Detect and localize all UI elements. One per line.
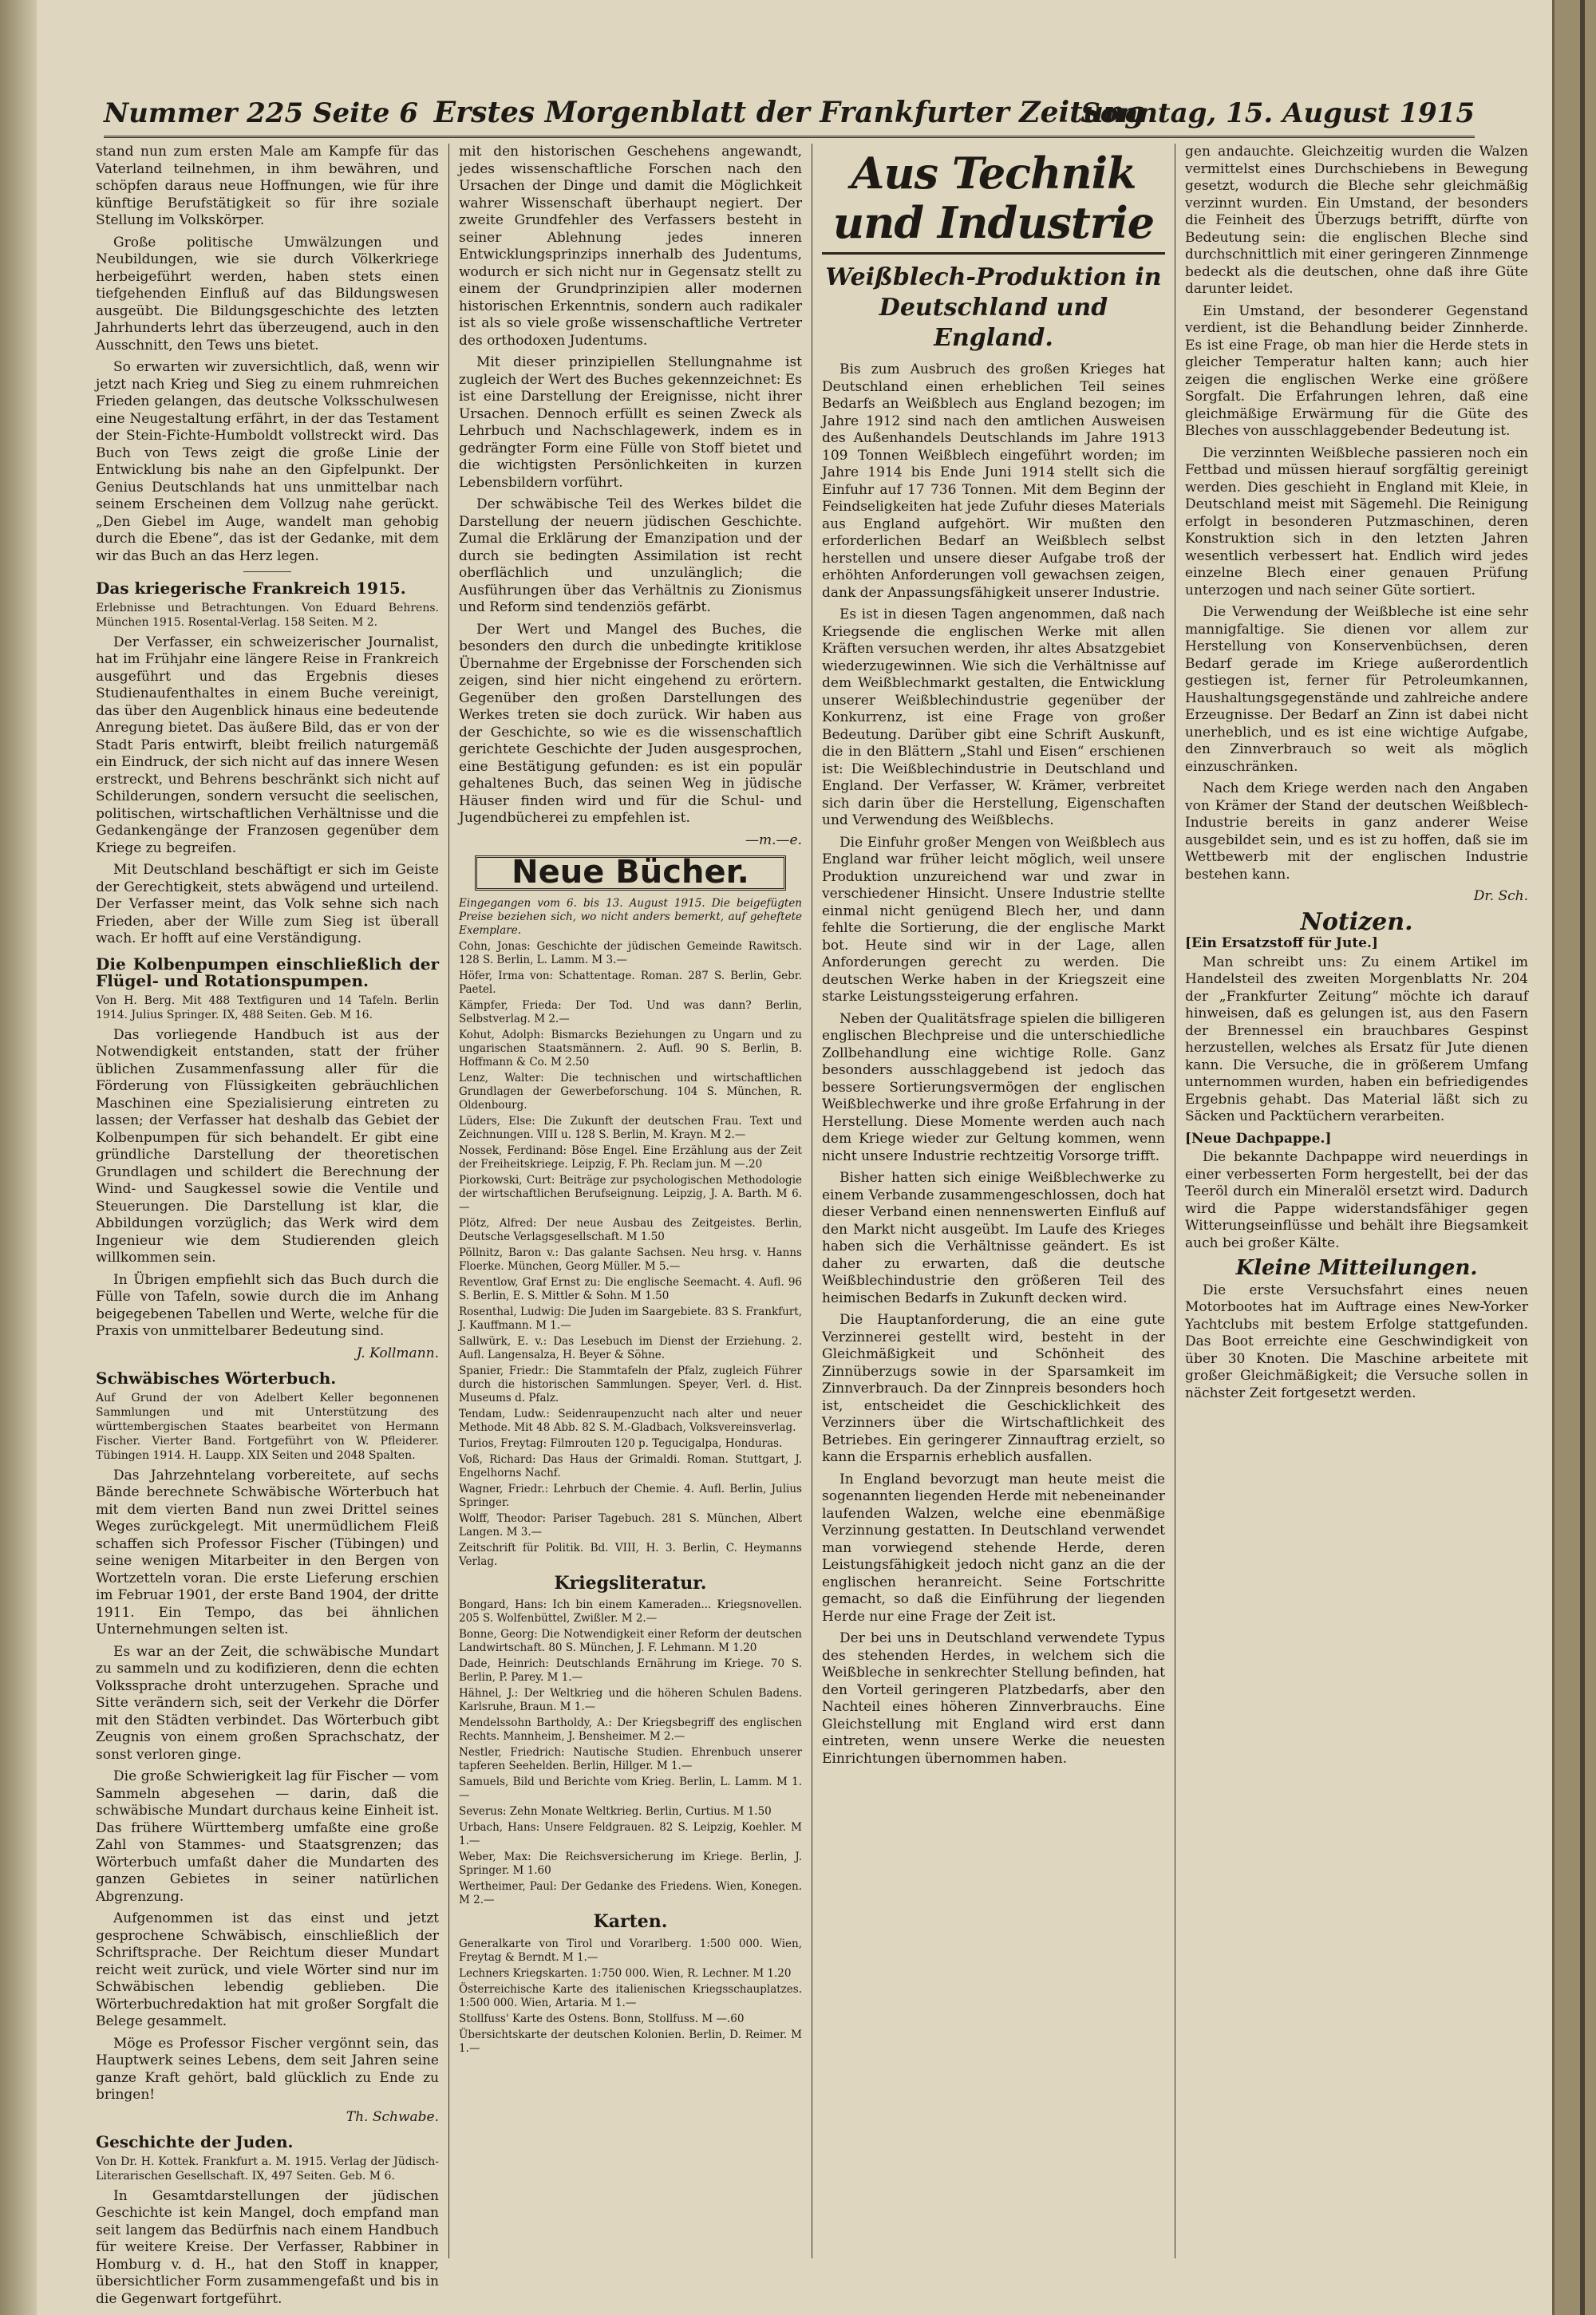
review-meta: Von Dr. H. Kottek. Frankfurt a. M. 1915. Verlag der Jüdisch-Literarischen Gesellschaft. IX, 497 Seiten. Geb. M 6. xyxy=(96,2155,439,2183)
paragraph: stand nun zum ersten Male am Kampfe für das Vaterland teilnehmen, in ihm bewähren, und schöpfen daraus neue Hoffnungen, wie für ihre künftige Berufstätigkeit so für ihre soziale Stellung im Volkskörper. xyxy=(96,144,439,228)
paragraph: Möge es Professor Fischer vergönnt sein, das Hauptwerk seines Lebens, dem seit Jahren seine ganze Kraft gehört, bald glücklich zu Ende zu bringen! xyxy=(96,2035,439,2103)
masthead-date: Sonntag, 15. August 1915 xyxy=(1080,97,1475,129)
paragraph: Mit Deutschland beschäftigt er sich im Geiste der Gerechtigkeit, stets abwägend und urteilend. Der Verfasser meint, das Volk sehne sich nach Frieden, aber der Wille zum Sieg ist überall wach. Er hofft auf eine Verständigung. xyxy=(96,862,439,946)
paragraph: gen andauchte. Gleichzeitig wurden die Walzen vermittelst eines Durchschiebens in Bewegung gesetzt, wodurch die Bleche sehr gleichmäßig verzinnt wurden. Ein Umstand, der besonders die Feinheit des Überzugs betrifft, dürfte von Bedeutung sein: die englischen Bleche sind durchschnittlich mit einer geringeren Zinnmenge bedeckt als die deutschen, ohne daß ihre Güte darunter leidet. xyxy=(1185,144,1528,297)
paragraph: In Gesamtdarstellungen der jüdischen Geschichte ist kein Mangel, doch empfand man seit langem das Bedürfnis nach einem Handbuch für weitere Kreise. Der Verfasser, Rabbiner in Homburg v. d. H., hat den Stoff in knapper, übersichtlicher Form zusammengefaßt und bis in die Gegenwart fortgeführt. xyxy=(96,2187,439,2307)
paragraph: In England bevorzugt man heute meist die sogenannten liegenden Herde mit nebeneinander laufenden Walzen, welche eine ebenmäßige Verzinnung gestatten. In Deutschland verwendet man vorwiegend stehende Herde, deren Leistungsfähigkeit jedoch nicht ganz an die der englischen heranreicht. Seine Fortschritte gemacht, so daß die Einführung der liegenden Herde nur eine Frage der Zeit ist. xyxy=(822,1471,1165,1625)
book-entry: Piorkowski, Curt: Beiträge zur psychologischen Methodologie der wirtschaftlichen Berufseignung. Leipzig, J. A. Barth. M 6.— xyxy=(459,1173,802,1214)
paragraph: Es war an der Zeit, die schwäbische Mundart zu sammeln und zu kodifizieren, denn die echten Volkssprache droht unterzugehen. Sprache und Sitte verändern sich, seit der Verkehr die Dörfer mit den Städten verbindet. Das Wörterbuch gibt Zeugnis von einem großen Sprachschatz, der sonst verloren ginge. xyxy=(96,1643,439,1763)
paragraph: Der Wert und Mangel des Buches, die besonders den durch die unbedingte kritiklose Übernahme der Ergebnisse der Forschenden sich zeigen, sind hier nicht eingehend zu erörtern. Gegenüber den großen Darstellungen des Werkes treten sie doch zurück. Wir haben aus der Geschichte, so wie es die wissenschaftlich gerichtete Geschichte der Juden ausgesprochen, eine Bestätigung gefunden: es ist ein populär gehaltenes Buch, das seinen Weg in jüdische Häuser finden wird und für die Schul- und Jugendbücherei zu empfehlen ist. xyxy=(459,621,802,826)
book-entry: Voß, Richard: Das Haus der Grimaldi. Roman. Stuttgart, J. Engelhorns Nachf. xyxy=(459,1452,802,1479)
author-signature: —m.—e. xyxy=(745,832,802,848)
masthead xyxy=(104,89,1475,138)
masthead-newspaper-title: Erstes Morgenblatt der Frankfurter Zeitung xyxy=(433,96,1145,129)
paragraph: Ein Umstand, der besonderer Gegenstand verdient, ist die Behandlung beider Zinnherde. Es ist eine Frage, ob man hier die Herde stets in gleicher Temperatur halten kann; auch hier zeigen die englischen Werke eine größere Sorgfalt. Die Erfahrungen lehren, daß eine gleichmäßige Erwärmung für die Güte des Bleches von ausschlaggebender Bedeutung ist. xyxy=(1185,302,1528,439)
book-entry: Urbach, Hans: Unsere Feldgrauen. 82 S. Leipzig, Koehler. M 1.— xyxy=(459,1821,802,1847)
paragraph: Die große Schwierigkeit lag für Fischer — vom Sammeln abgesehen — darin, daß die schwäbische Mundart durchaus keine Einheit ist. Das frühere Württemberg umfaßte eine große Zahl von Stammes- und Staatsgrenzen; das Wörterbuch umfaßt daher die Mundarten des ganzen Gebietes in seiner natürlichen Abgrenzung. xyxy=(96,1768,439,1905)
book-entry: Severus: Zehn Monate Weltkrieg. Berlin, Curtius. M 1.50 xyxy=(459,1805,772,1818)
book-entry: Höfer, Irma von: Schattentage. Roman. 287 S. Berlin, Gebr. Paetel. xyxy=(459,969,802,996)
book-entry: Bongard, Hans: Ich bin einem Kameraden... Kriegsnovellen. 205 S. Wolfenbüttel, Zwißler. M 2.— xyxy=(459,1598,802,1625)
book-entry: Bonne, Georg: Die Notwendigkeit einer Reform der deutschen Landwirtschaft. 80 S. München, J. F. Lehmann. M 1.20 xyxy=(459,1628,802,1654)
review-heading-juden: Geschichte der Juden. xyxy=(96,2132,294,2151)
paragraph: Große politische Umwälzungen und Neubildungen, wie sie durch Völkerkriege herbeigeführt werden, haben stets einen tiefgehenden Einfluß auf das Bildungswesen ausgeübt. Die Bildungsgeschichte des letzten Jahrhunderts lehrt das überzeugend, auch in den Ausschnitt, den Tews uns bietet. xyxy=(96,234,439,354)
notice-heading: [Neue Dachpappe.] xyxy=(1185,1130,1332,1147)
book-entry: Kämpfer, Frieda: Der Tod. Und was dann? Berlin, Selbstverlag. M 2.— xyxy=(459,998,802,1025)
book-entry: Österreichische Karte des italienischen Kriegsschauplatzes. 1:500 000. Wien, Artaria. M 1.— xyxy=(459,1982,802,2009)
paragraph: Die Hauptanforderung, die an eine gute Verzinnerei gestellt wird, besteht in der Gleichmäßigkeit und Schönheit des Zinnüberzugs sowie in der Sparsamkeit im Zinnverbrauch. Da der Zinnpreis besonders hoch ist, entscheidet die Geschicklichkeit des Verzinners über die Wirtschaftlichkeit des Betriebes. Ein geringerer Zinnauftrag erzielt, so kann die Ersparnis erheblich ausfallen. xyxy=(822,1312,1165,1465)
book-entry: Lüders, Else: Die Zukunft der deutschen Frau. Text und Zeichnungen. VIII u. 128 S. Berlin, M. Krayn. M 2.— xyxy=(459,1114,802,1141)
paragraph: Der schwäbische Teil des Werkes bildet die Darstellung der neuern jüdischen Geschichte. Zumal die Erklärung der Emanzipation und der durch sie bedingten Assimilation ist recht oberflächlich und unzulänglich; die Ausführungen über das Verhältnis zu Zionismus und Reform sind tendenziös gefärbt. xyxy=(459,496,802,615)
book-entry: Stollfuss' Karte des Ostens. Bonn, Stollfuss. M —.60 xyxy=(459,2012,745,2025)
book-entry: Turios, Freytag: Filmrouten 120 p. Tegucigalpa, Honduras. xyxy=(459,1436,783,1450)
paragraph: Aufgenommen ist das einst und jetzt gesprochene Schwäbisch, einschließlich der Schriftsprache. Der Reichtum dieser Mundart reicht weit zurück, und viele Wörter sind nur im Schwäbischen lebendig geblieben. Die Wörterbuchredaktion hat mit großer Sorgfalt die Belege gesammelt. xyxy=(96,1910,439,2029)
book-entry: Kohut, Adolph: Bismarcks Beziehungen zu Ungarn und zu ungarischen Staatsmännern. 2. Aufl. 90 S. Berlin, B. Hoffmann & Co. M 2.50 xyxy=(459,1028,802,1069)
section-rule xyxy=(822,252,1165,255)
book-entry: Spanier, Friedr.: Die Stammtafeln der Pfalz, zugleich Führer durch die historischen Sammlungen. Speyer, Verl. d. Hist. Museums d. Pfalz. xyxy=(459,1364,802,1404)
section-title-technik: Aus Technik und Industrie xyxy=(832,148,1155,248)
notice-heading: [Ein Ersatzstoff für Jute.] xyxy=(1185,935,1378,951)
paragraph: In Übrigen empfiehlt sich das Buch durch die Fülle von Tafeln, sowie durch die im Anhang beigegebenen Tabellen und Werte, welche für die Praxis von unmittelbarer Bedeutung sind. xyxy=(96,1271,439,1339)
page-edge-left xyxy=(0,0,37,2315)
column-rule xyxy=(448,144,449,2258)
book-entry: Generalkarte von Tirol und Vorarlberg. 1:500 000. Wien, Freytag & Berndt. M 1.— xyxy=(459,1937,802,1964)
book-entry: Tendam, Ludw.: Seidenraupenzucht nach alter und neuer Methode. Mit 48 Abb. 82 S. M.-Gladbach, Volksvereinsverlag. xyxy=(459,1407,802,1434)
review-heading-woerterbuch: Schwäbisches Wörterbuch. xyxy=(96,1369,337,1388)
paragraph: Nach dem Kriege werden nach den Angaben von Krämer der Stand der deutschen Weißblech-Industrie bereits in ganz anderer Weise ausgebildet sein, und es ist zu hoffen, daß sie im Wettbewerb mit der englischen Industrie bestehen kann. xyxy=(1185,780,1528,883)
paragraph: Bisher hatten sich einige Weißblechwerke zu einem Verbande zusammengeschlossen, doch hat dieser Verband einen nennenswerten Einfluß auf den Markt nicht ausgeübt. Im Laufe des Krieges haben sich die Verhältnisse geändert. Es ist daher zu erwarten, daß die deutsche Weißblechindustrie den größeren Teil des heimischen Bedarfs in Zukunft decken wird. xyxy=(822,1170,1165,1306)
column-4 xyxy=(1185,144,1528,2258)
review-meta: Auf Grund der von Adelbert Keller begonnenen Sammlungen und mit Unterstützung des württembergischen Staates bearbeitet von Hermann Fischer. Vierter Band. Fortgeführt von W. Pfleiderer. Tübingen 1914. H. Laupp. XIX Seiten und 2048 Spalten. xyxy=(96,1391,439,1462)
review-heading-frankreich: Das kriegerische Frankreich 1915. xyxy=(96,579,406,598)
paragraph: Neben der Qualitätsfrage spielen die billigeren englischen Blechpreise und die unterschiedliche Zollbehandlung eine wichtige Rolle. Ganz besonders ausschlaggebend ist jedoch das bessere Sortierungsvermögen der englischen Weißblechwerke und ihre große Erfahrung in der Herstellung. Diese Momente werden auch nach dem Kriege wieder zur Geltung kommen, wenn nicht unsere Industrie rechtzeitig Vorsorge trifft. xyxy=(822,1010,1165,1164)
paragraph: Die Einfuhr großer Mengen von Weißblech aus England war früher leicht möglich, weil unsere Produktion unzureichend war und zwar in verschiedener Hinsicht. Unsere Industrie stellte einmal nicht genügend Blech her, und dann fehlte die Sortierung, die der englische Markt bot. Heute sind wir in der Lage, allen Anforderungen gerecht zu werden. Die deutschen Werke haben in der Kriegszeit eine starke Leistungssteigerung erfahren. xyxy=(822,834,1165,1005)
karten-heading: Karten. xyxy=(593,1911,668,1932)
paragraph: mit den historischen Geschehens angewandt, jedes wissenschaftliche Forschen nach den Ursachen der Dinge und damit die Möglichkeit wahrer Wissenschaft überhaupt negiert. Der zweite Grundfehler des Verfassers besteht in seiner Ablehnung jedes inneren Entwicklungsprinzips innerhalb des Judentums, wodurch er sich nicht nur in Gegensatz stellt zu einem der Grundprinzipien aller modernen historischen Erkenntnis, sondern auch radikaler ist als so viele große wissenschaftliche Vertreter des orthodoxen Judentums. xyxy=(459,144,802,349)
book-entry: Lechners Kriegskarten. 1:750 000. Wien, R. Lechner. M 1.20 xyxy=(459,1966,792,1980)
book-entry: Wertheimer, Paul: Der Gedanke des Friedens. Wien, Konegen. M 2.— xyxy=(459,1880,802,1906)
paragraph: Es ist in diesen Tagen angenommen, daß nach Kriegsende die englischen Werke mit allen Kräften versuchen werden, ihr altes Absatzgebiet wiederzugewinnen. Wie sich die Verhältnisse auf dem Weißblechmarkt gestalten, die Entwicklung unserer Weißblechindustrie gegenüber der Konkurrenz, ist eine Frage von großer Bedeutung. Darüber gibt eine Schrift Auskunft, die in den Blättern „Stahl und Eisen“ erschienen ist: Die Weißblechindustrie in Deutschland und England. Der Verfasser, W. Krämer, verbreitet sich darin über die Herstellung, Eigenschaften und Verwendung des Weißblechs. xyxy=(822,606,1165,828)
books-note: Eingegangen vom 6. bis 13. August 1915. Die beigefügten Preise beziehen sich, wo nicht anders bemerkt, auf geheftete Exemplare. xyxy=(459,896,802,937)
paragraph: Der bei uns in Deutschland verwendete Typus des stehenden Herdes, in welchem sich die Weißbleche in senkrechter Stellung befinden, hat den Vorteil geringeren Platzbedarfs, aber den Nachteil eines höheren Zinnverbrauchs. Eine Gleichstellung mit England wird erst dann eintreten, wenn unsere Werke die neuesten Einrichtungen übernommen haben. xyxy=(822,1630,1165,1767)
paragraph: Die erste Versuchsfahrt eines neuen Motorbootes hat im Auftrage eines New-Yorker Yachtclubs mit bestem Erfolge stattgefunden. Das Boot erreichte eine Geschwindigkeit von über 30 Knoten. Die Maschine arbeitete mit großer Gleichmäßigkeit; die Versuche sollen in nächster Zeit fortgesetzt werden. xyxy=(1185,1282,1528,1401)
book-entry: Hähnel, J.: Der Weltkrieg und die höheren Schulen Badens. Karlsruhe, Braun. M 1.— xyxy=(459,1687,802,1713)
book-entry: Weber, Max: Die Reichsversicherung im Kriege. Berlin, J. Springer. M 1.60 xyxy=(459,1851,802,1877)
paragraph: So erwarten wir zuversichtlich, daß, wenn wir jetzt nach Krieg und Sieg zu einem ruhmreichen Frieden gelangen, das deutsche Volksschulwesen eine Neugestaltung erfährt, in der das Testament der Stein-Fichte-Humboldt vollstreckt wird. Das Buch von Tews zeigt die große Linie der Entwicklung bis nahe an den Gipfelpunkt. Der Genius Deutschlands hat uns unmittelbar nach seinem Erscheinen dem Vollzug nahe gerückt. „Den Giebel im Auge, wandelt man gehobig durch die Ebene“, das ist der Gedanke, mit dem wir das Buch an das Herz legen. xyxy=(96,359,439,564)
masthead-page-number: Nummer 225 Seite 6 xyxy=(104,97,418,129)
paragraph: Die Verwendung der Weißbleche ist eine sehr mannigfaltige. Sie dienen vor allem zur Herstellung von Konservenbüchsen, deren Bedarf gerade im Kriege außerordentlich gestiegen ist, ferner für Petroleumkannen, Haushaltungsgegenstände und zahlreiche andere Erzeugnisse. Der Bedarf an Zinn ist dabei nicht unerheblich, und es ist eine wichtige Aufgabe, den Zinnverbrauch so weit als möglich einzuschränken. xyxy=(1185,604,1528,775)
book-entry: Lenz, Walter: Die technischen und wirtschaftlichen Grundlagen der Gewerbeforschung. 104 S. München, R. Oldenbourg. xyxy=(459,1071,802,1112)
binder-strip xyxy=(1580,0,1585,2315)
book-entry: Reventlow, Graf Ernst zu: Die englische Seemacht. 4. Aufl. 96 S. Berlin, E. S. Mittler & Sohn. M 1.50 xyxy=(459,1275,802,1302)
review-heading-kolbenpumpen: Die Kolbenpumpen einschließlich der Flügel- und Rotationspumpen. xyxy=(96,954,439,990)
paragraph: Man schreibt uns: Zu einem Artikel im Handelsteil des zweiten Morgenblatts Nr. 204 der „Frankfurter Zeitung“ möchte ich darauf hinweisen, daß es gelungen ist, aus den Fasern der Brennessel ein brauchbares Gespinst herzustellen, welches als Ersatz für Jute dienen kann. Die Versuche, die in größerem Umfang unternommen wurden, haben ein befriedigendes Ergebnis gehabt. Das Material läßt sich zu Säcken und Packtüchern verarbeiten. xyxy=(1185,954,1528,1124)
book-entry: Sallwürk, E. v.: Das Lesebuch im Dienst der Erziehung. 2. Aufl. Langensalza, H. Beyer & Söhne. xyxy=(459,1334,802,1361)
review-meta: Von H. Berg. Mit 488 Textfiguren und 14 Tafeln. Berlin 1914. Julius Springer. IX, 488 Seiten. Geb. M 16. xyxy=(96,994,439,1021)
separator xyxy=(243,571,291,572)
paragraph: Bis zum Ausbruch des großen Krieges hat Deutschland einen erheblichen Teil seines Bedarfs an Weißblech aus England bezogen; im Jahre 1912 sind nach den amtlichen Ausweisen des Außenhandels Deutschlands im Jahre 1913 109 Tonnen Weißblech eingeführt worden; im Jahre 1914 bis Ende Juni 1914 stellt sich die Einfuhr auf 17 736 Tonnen. Mit dem Beginn der Feindseligkeiten hat jede Zufuhr dieses Materials aus England aufgehört. Wir mußten den erforderlichen Bedarf an Weißblech selbst herstellen und unsere dieser Aufgabe troß der erhöhten Anforderungen voll gewachsen zeigen, dank der Anpassungsfähigkeit unserer Industrie. xyxy=(822,361,1165,601)
book-entry: Rosenthal, Ludwig: Die Juden im Saargebiete. 83 S. Frankfurt, J. Kauffmann. M 1.— xyxy=(459,1305,802,1332)
paragraph: Die bekannte Dachpappe wird neuerdings in einer verbesserten Form hergestellt, bei der das Teeröl durch ein Mineralöl ersetzt wird. Dadurch wird die Pappe widerstandsfähiger gegen Witterungseinflüsse und behält ihre Biegsamkeit auch bei großer Kälte. xyxy=(1185,1149,1528,1251)
book-entry: Pöllnitz, Baron v.: Das galante Sachsen. Neu hrsg. v. Hanns Floerke. München, Georg Müller. M 5.— xyxy=(459,1246,802,1273)
kriegsliteratur-heading: Kriegsliteratur. xyxy=(554,1572,707,1594)
paragraph: Das vorliegende Handbuch ist aus der Notwendigkeit entstanden, statt der früher üblichen Zusammenfassung aller für die Förderung von Flüssigkeiten gebräuchlichen Maschinen eine Spezialisierung eintreten zu lassen; der Verfasser hat deshalb das Gebiet der Kolbenpumpen für sich behandelt. Er gibt eine gründliche Darstellung der theoretischen Grundlagen und schildert die Berechnung der Wind- und Saugkessel sowie die Ventile und Steuerungen. Die Darstellung ist klar, die Abbildungen vorzüglich; das Werk wird dem Ingenieur wie dem Studierenden gleich willkommen sein. xyxy=(96,1026,439,1266)
binder-edge xyxy=(1552,0,1596,2315)
author-signature: J. Kollmann. xyxy=(356,1345,439,1361)
book-entry: Mendelssohn Bartholdy, A.: Der Kriegsbegriff des englischen Rechts. Mannheim, J. Bensheimer. M 2.— xyxy=(459,1716,802,1743)
book-entry: Samuels, Bild und Berichte vom Krieg. Berlin, L. Lamm. M 1.— xyxy=(459,1776,802,1802)
book-entry: Nossek, Ferdinand: Böse Engel. Eine Erzählung aus der Zeit der Freiheitskriege. Leipzig, F. Ph. Reclam jun. M —.20 xyxy=(459,1144,802,1171)
book-entry: Wagner, Friedr.: Lehrbuch der Chemie. 4. Aufl. Berlin, Julius Springer. xyxy=(459,1482,802,1509)
book-entry: Wolff, Theodor: Pariser Tagebuch. 281 S. München, Albert Langen. M 3.— xyxy=(459,1511,802,1539)
column-1 xyxy=(96,144,439,2307)
paragraph: Das Jahrzehntelang vorbereitete, auf sechs Bände berechnete Schwäbische Wörterbuch hat mit dem vierten Band nun zwei Drittel seines Weges zurückgelegt. Mit unermüdlichem Fleiß schaffen sich Professor Fischer (Tübingen) und seine wenigen Mitarbeiter in den Bergen von Wortzetteln voran. Die erste Lieferung erschien im Februar 1901, der erste Band 1904, der dritte 1911. Ein Tempo, das bei ähnlichen Unternehmungen selten ist. xyxy=(96,1467,439,1637)
paragraph: Der Verfasser, ein schweizerischer Journalist, hat im Frühjahr eine längere Reise in Frankreich ausgeführt und das Ergebnis dieses Studienaufenthaltes in einem Buche vereinigt, das über den Augenblick hinaus eine bedeutende Anregung bietet. Das äußere Bild, das er von der Stadt Paris entwirft, bleibt freilich naturgemäß ein Eindruck, der sich nicht auf das innere Wesen erstreckt, und Behrens beschränkt sich nicht auf Schilderungen, sondern versucht die seelischen, politischen, wirtschaftlichen Verhältnisse und die Gedankengänge der Franzosen gegenüber dem Kriege zu begreifen. xyxy=(96,634,439,856)
book-entry: Cohn, Jonas: Geschichte der jüdischen Gemeinde Rawitsch. 128 S. Berlin, L. Lamm. M 3.— xyxy=(459,939,802,966)
book-entry: Nestler, Friedrich: Nautische Studien. Ehrenbuch unserer tapferen Seehelden. Berlin, Hillger. M 1.— xyxy=(459,1746,802,1772)
book-entry: Übersichtskarte der deutschen Kolonien. Berlin, D. Reimer. M 1.— xyxy=(459,2028,802,2055)
author-signature: Th. Schwabe. xyxy=(346,2108,439,2125)
author-signature: Dr. Sch. xyxy=(1473,888,1528,904)
kleine-mitteilungen-heading: Kleine Mitteilungen. xyxy=(1235,1256,1478,1280)
column-2 xyxy=(459,144,802,2258)
book-entry: Zeitschrift für Politik. Bd. VIII, H. 3. Berlin, C. Heymanns Verlag. xyxy=(459,1541,802,1568)
review-meta: Erlebnisse und Betrachtungen. Von Eduard Behrens. München 1915. Rosental-Verlag. 158 Seiten. M 2. xyxy=(96,601,439,629)
column-3 xyxy=(822,144,1165,2258)
article-title-weissblech: Weißblech-Produktion in Deutschland und England. xyxy=(825,263,1162,352)
paragraph: Die verzinnten Weißbleche passieren noch ein Fettbad und müssen hierauf sorgfältig gereinigt werden. Dies geschieht in England mit Kleie, in Deutschland meist mit Sägemehl. Die Reinigung erfolgt in besonderen Putzmaschinen, deren Konstruktion sich in den letzten Jahren wesentlich verbessert hat. Endlich wird jedes einzelne Blech einer genauen Prüfung unterzogen und nach seiner Güte sortiert. xyxy=(1185,444,1528,599)
book-entry: Plötz, Alfred: Der neue Ausbau des Zeitgeistes. Berlin, Deutsche Verlagsgesellschaft. M 1.50 xyxy=(459,1216,802,1243)
book-entry: Dade, Heinrich: Deutschlands Ernährung im Kriege. 70 S. Berlin, P. Parey. M 1.— xyxy=(459,1657,802,1684)
notizen-heading: Notizen. xyxy=(1300,907,1413,936)
paragraph: Mit dieser prinzipiellen Stellungnahme ist zugleich der Wert des Buches gekennzeichnet: Es ist eine Darstellung der Ereignisse, nicht ihrer Ursachen. Dennoch erfüllt es seinen Zweck als Lehrbuch und Nachschlagewerk, indem es in gedrängter Form eine Fülle von Stoff bietet und die wichtigsten Persönlichkeiten in kurzen Lebensbildern vorführt. xyxy=(459,354,802,491)
neue-buecher-title: Neue Bücher. xyxy=(475,855,786,891)
